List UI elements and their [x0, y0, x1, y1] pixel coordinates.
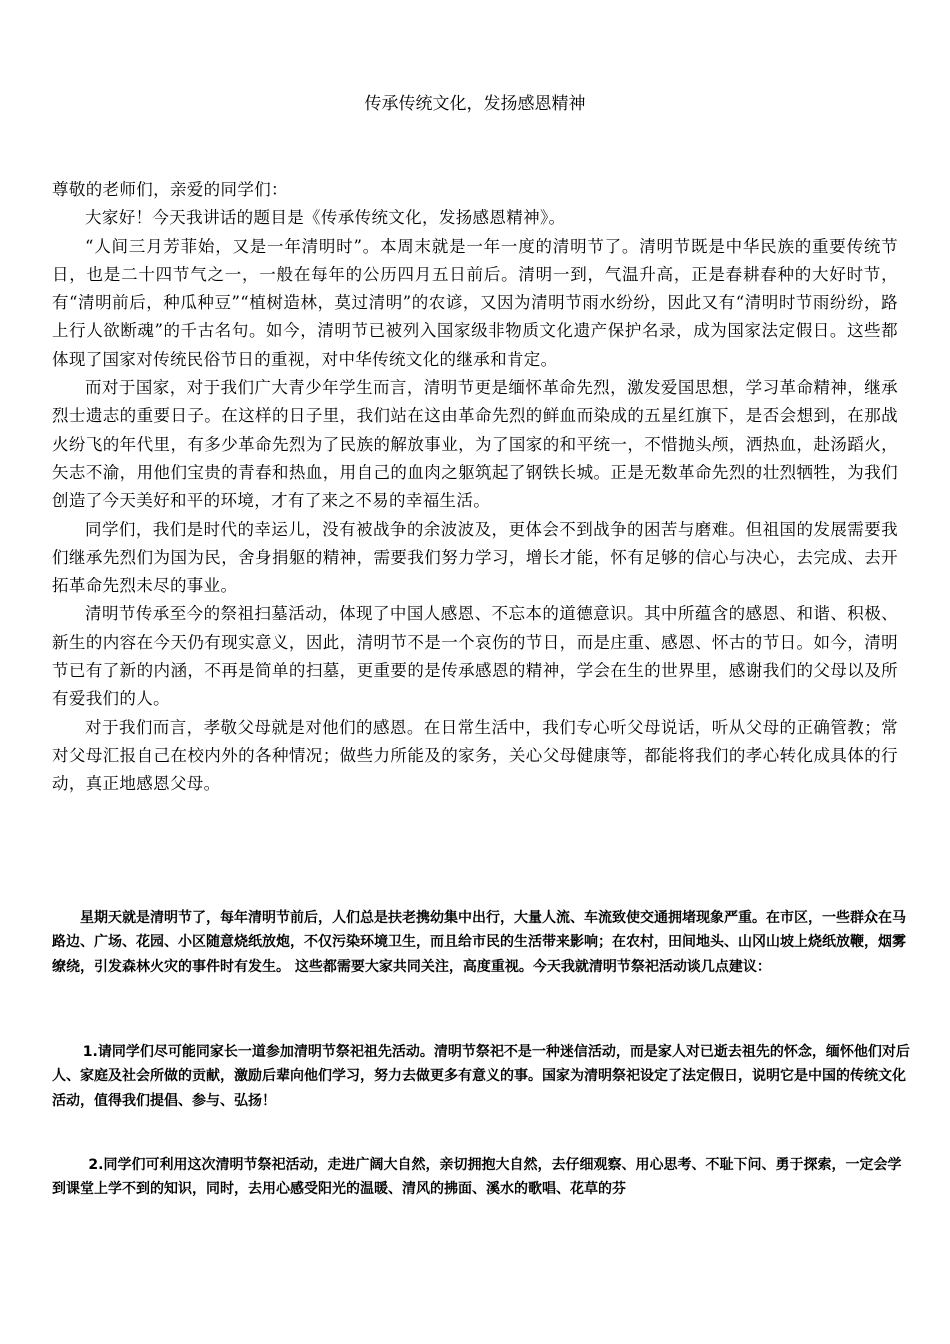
paragraph: 同学们，我们是时代的幸运儿，没有被战争的余波波及，更体会不到战争的困苦与磨难。但祖国的发展需要我们继承先烈们为国为民，舍身捐躯的精神，需要我们努力学习，增长才能，怀有足够的信心与决心，去完成、去开拓革命先烈未尽的事业。 [52, 519, 898, 596]
notice-paragraph: 星期天就是清明节了，每年清明节前后，人们总是扶老携幼集中出行，大量人流、车流致使交通拥堵现象严重。在市区，一些群众在马路边、广场、花园、小区随意烧纸放炮，不仅污染环境卫生，而且给市民的生活带来影响；在农村，田间地头、山冈山坡上烧纸放鞭，烟雾缭绕，引发森林火灾的事件时有发生。 这些都需要大家共同关注，高度重视。今天我就清明节祭祀活动谈几点建议： [52, 910, 906, 975]
paragraph: 对于我们而言，孝敬父母就是对他们的感恩。在日常生活中，我们专心听父母说话，听从父母的正确管教；常对父母汇报自己在校内外的各种情况；做些力所能及的家务，关心父母健康等，都能将我们的孝心转化成具体的行动，真正地感恩父母。 [52, 717, 898, 794]
paragraph: 大家好！今天我讲话的题目是《传承传统文化，发扬感恩精神》。 [85, 208, 566, 228]
suggestion-item [52, 1153, 912, 1202]
salutation: 尊敬的老师们，亲爱的同学们： [52, 180, 288, 199]
suggestion-text: 1.请同学们尽可能同家长一道参加清明节祭祀祖先活动。清明节祭祀不是一种迷信活动，而是家人对已逝去祖先的怀念，缅怀他们对后人、家庭及社会所做的贡献，激励后辈向他们学习，努力去做更多有意义的事。国家为清明祭祀设定了法定假日，说明它是中国的传统文化活动，值得我们提倡、参与、弘扬！ [52, 1044, 910, 1109]
paragraph: “人间三月芳菲始，又是一年清明时”。本周末就是一年一度的清明节了。清明节既是中华民族的重要传统节日，也是二十四节气之一，一般在每年的公历四月五日前后。清明一到，气温升高，正是春耕春种的大好时节，有“清明前后，种瓜种豆”“植树造林，莫过清明”的农谚，又因为清明节雨水纷纷，因此又有“清明时节雨纷纷，路上行人欲断魂”的千古名句。如今，清明节已被列入国家级非物质文化遗产保护名录，成为国家法定假日。这些都体现了国家对传统民俗节日的重视，对中华传统文化的继承和肯定。 [52, 236, 898, 369]
paragraph: 而对于国家，对于我们广大青少年学生而言，清明节更是缅怀革命先烈，激发爱国思想，学习革命精神，继承烈士遗志的重要日子。在这样的日子里，我们站在这由革命先烈的鲜血而染成的五星红旗下，是否会想到，在那战火纷飞的年代里，有多少革命先烈为了民族的解放事业，为了国家的和平统一，不惜抛头颅，洒热血，赴汤蹈火，矢志不渝，用他们宝贵的青春和热血，用自己的血肉之躯筑起了钢铁长城。正是无数革命先烈的壮烈牺牲，为我们创造了今天美好和平的环境，才有了来之不易的幸福生活。 [52, 378, 898, 511]
suggestion-item [52, 1040, 912, 1113]
suggestion-text: 2.同学们可利用这次清明节祭祀活动，走进广阔大自然，亲切拥抱大自然，去仔细观察、用心思考、不耻下问、勇于探索，一定会学到课堂上学不到的知识，同时，去用心感受阳光的温暖、清风的拂面、溪水的歌唱、花草的芬 [52, 1157, 902, 1198]
speech-body [52, 176, 898, 799]
document-title: 传承传统文化，发扬感恩精神 [364, 94, 586, 114]
paragraph: 清明节传承至今的祭祖扫墓活动，体现了中国人感恩、不忘本的道德意识。其中所蕴含的感恩、和谐、积极、新生的内容在今天仍有现实意义，因此，清明节不是一个哀伤的节日，而是庄重、感恩、怀古的节日。如今，清明节已有了新的内涵，不再是简单的扫墓，更重要的是传承感恩的精神，学会在生的世界里，感谢我们的父母以及所有爱我们的人。 [52, 604, 898, 709]
notice-section [52, 906, 912, 979]
